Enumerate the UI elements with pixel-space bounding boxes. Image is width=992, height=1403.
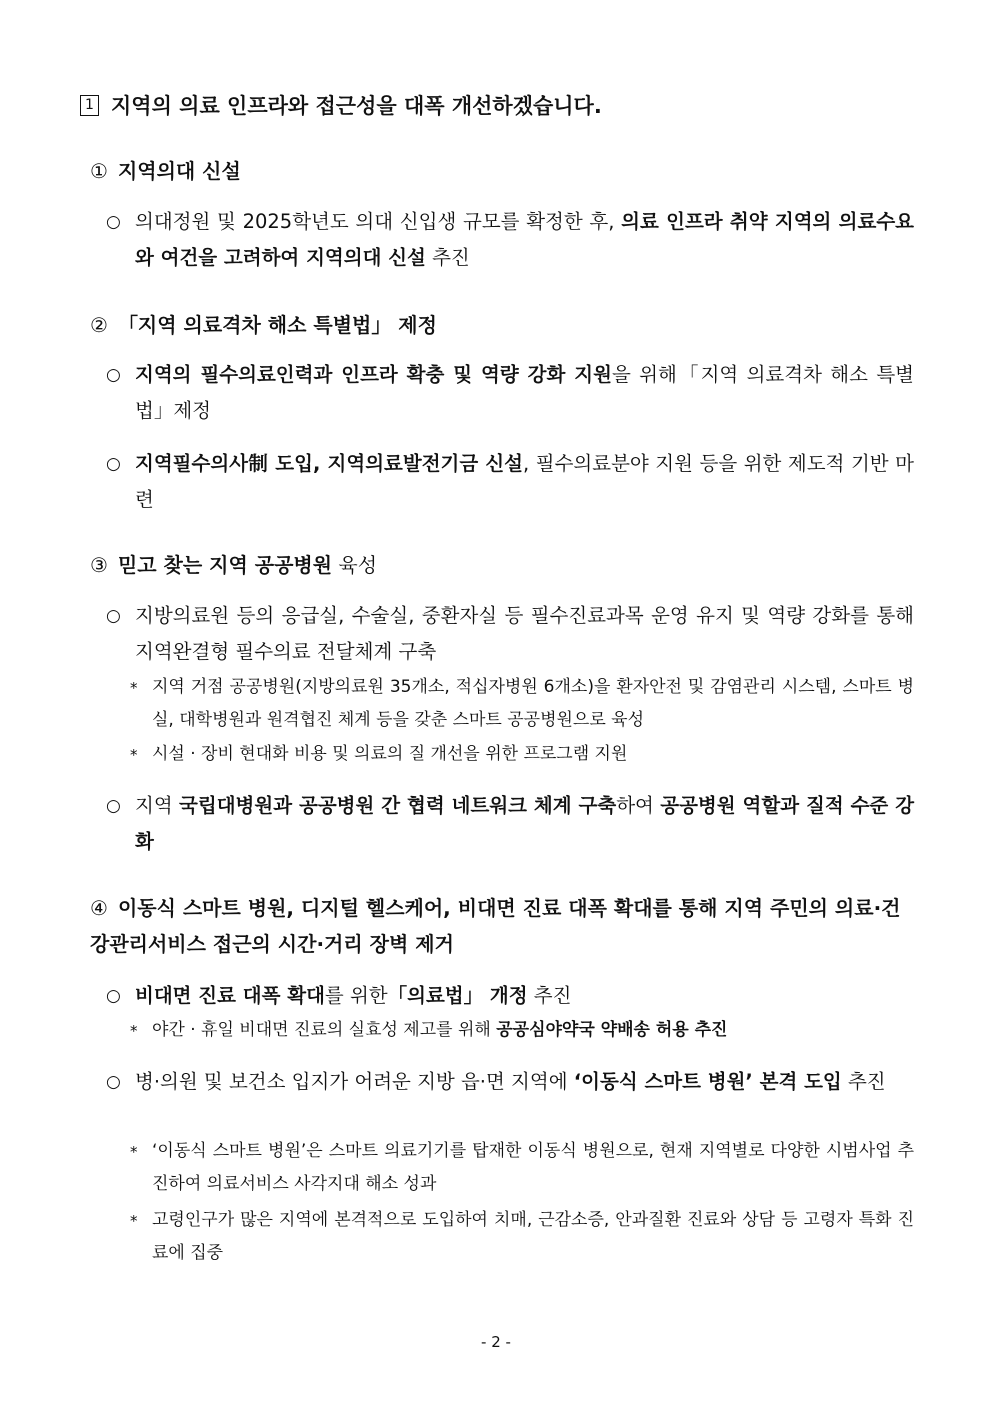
bullet-text: 지역: [135, 794, 180, 817]
circle-bullet-icon: ○: [106, 986, 121, 1006]
section-2-bullet-1: [106, 357, 914, 429]
section-4-bullet-2: [106, 1064, 914, 1100]
asterisk-note-icon: *: [130, 1143, 138, 1161]
bullet-emphasis: ‘이동식 스마트 병원’ 본격 도입: [573, 1070, 842, 1093]
asterisk-note-icon: *: [130, 1212, 138, 1230]
bullet-emphasis: 지역의 필수의료인력과 인프라 확충 및 역량 강화 지원: [135, 363, 612, 386]
section-1-number: ①: [90, 159, 108, 183]
bullet-text: 하여: [616, 794, 661, 817]
section-1-title: [90, 153, 241, 189]
section-2-title: [90, 307, 437, 343]
bullet-emphasis: 국립대병원과 공공병원 간 협력 네트워크 체계 구축: [179, 794, 617, 817]
section-4-number: ④: [90, 896, 108, 920]
circle-bullet-icon: ○: [106, 606, 121, 626]
section-4-title-text: 이동식 스마트 병원, 디지털 헬스케어, 비대면 진료 대폭 확대를 통해 지역 주민의 의료·건강관리서비스 접근의 시간·거리 장벽 제거: [90, 896, 901, 956]
bullet-text: 를 위한: [324, 984, 388, 1007]
circle-bullet-icon: ○: [106, 365, 121, 385]
note-text: 야간 · 휴일 비대면 진료의 실효성 제고를 위해: [152, 1020, 497, 1040]
section-4-bullet-1: [106, 978, 914, 1014]
bullet-text: 추진: [425, 246, 470, 269]
asterisk-note-icon: *: [130, 679, 138, 697]
asterisk-note-icon: *: [130, 1022, 138, 1040]
bullet-text: 의대정원 및 2025학년도 의대 신입생 규모를 확정한 후,: [135, 210, 622, 233]
section-3-number: ③: [90, 553, 108, 577]
section-3-title-text: 믿고 찾는 지역 공공병원: [117, 553, 333, 577]
bullet-emphasis: 「의료법」 개정: [387, 984, 528, 1007]
circle-bullet-icon: ○: [106, 454, 121, 474]
section-3-bullet-1: [106, 598, 914, 670]
bullet-text: 병·의원 및 보건소 입지가 어려운 지방 읍·면 지역에: [135, 1070, 574, 1093]
bullet-text: , 필수의료분야 지원 등을 위한 제도적 기반 마련: [135, 452, 915, 511]
section-3-title: [90, 547, 377, 583]
section-3-title-suffix: 육성: [332, 553, 378, 577]
circle-bullet-icon: ○: [106, 1072, 121, 1092]
section-2-number: ②: [90, 313, 108, 337]
bullet-text: 을 위해「지역 의료격차 해소 특별법」제정: [135, 363, 914, 422]
main-heading: [80, 90, 602, 120]
bullet-text: 지방의료원 등의 응급실, 수술실, 중환자실 등 필수진료과목 운영 유지 및 역량 강화를 통해 지역완결형 필수의료 전달체계 구축: [135, 604, 914, 663]
note-text: 시설 · 장비 현대화 비용 및 의료의 질 개선을 위한 프로그램 지원: [152, 744, 628, 764]
circle-bullet-icon: ○: [106, 212, 121, 232]
note-text: 고령인구가 많은 지역에 본격적으로 도입하여 치매, 근감소증, 안과질환 진료와 상담 등 고령자 특화 진료에 집중: [152, 1210, 914, 1263]
bullet-text: 추진: [841, 1070, 886, 1093]
section-3-note-1: [130, 671, 914, 737]
bullet-emphasis: 비대면 진료 대폭 확대: [135, 984, 325, 1007]
heading-title: 지역의 의료 인프라와 접근성을 대폭 개선하겠습니다.: [111, 94, 602, 118]
heading-number-box: 1: [80, 95, 99, 116]
section-4-note-1: [130, 1014, 914, 1047]
asterisk-note-icon: *: [130, 746, 138, 764]
bullet-text: 추진: [527, 984, 572, 1007]
note-text: 지역 거점 공공병원(지방의료원 35개소, 적십자병원 6개소)을 환자안전 및 감염관리 시스템, 스마트 병실, 대학병원과 원격협진 체계 등을 갖춘 스마트 공공병원으로 육성: [152, 677, 914, 730]
section-4-note-2: [130, 1135, 914, 1201]
section-4-title: [90, 890, 915, 962]
note-text: ‘이동식 스마트 병원’은 스마트 의료기기를 탑재한 이동식 병원으로, 현재 지역별로 다양한 시범사업 추진하여 의료서비스 사각지대 해소 성과: [152, 1141, 914, 1194]
section-1-bullet-1: [106, 204, 914, 276]
section-4-note-3: [130, 1204, 914, 1270]
circle-bullet-icon: ○: [106, 796, 121, 816]
section-1-title-text: 지역의대 신설: [117, 159, 241, 183]
bullet-emphasis: 공공병원 역할과 질적 수준 강화: [135, 794, 915, 853]
section-2-title-text: 「지역 의료격차 해소 특별법」 제정: [117, 313, 437, 337]
bullet-emphasis: 의료 인프라 취약 지역의 의료수요와 여건을 고려하여 지역의대 신설: [135, 210, 915, 269]
section-3-note-2: [130, 738, 914, 771]
section-2-bullet-2: [106, 446, 914, 518]
note-emphasis: 공공심야약국 약배송 허용 추진: [496, 1020, 728, 1040]
page-number: - 2 -: [481, 1333, 511, 1351]
bullet-emphasis: 지역필수의사制 도입, 지역의료발전기금 신설: [135, 452, 524, 475]
section-3-bullet-2: [106, 788, 914, 860]
